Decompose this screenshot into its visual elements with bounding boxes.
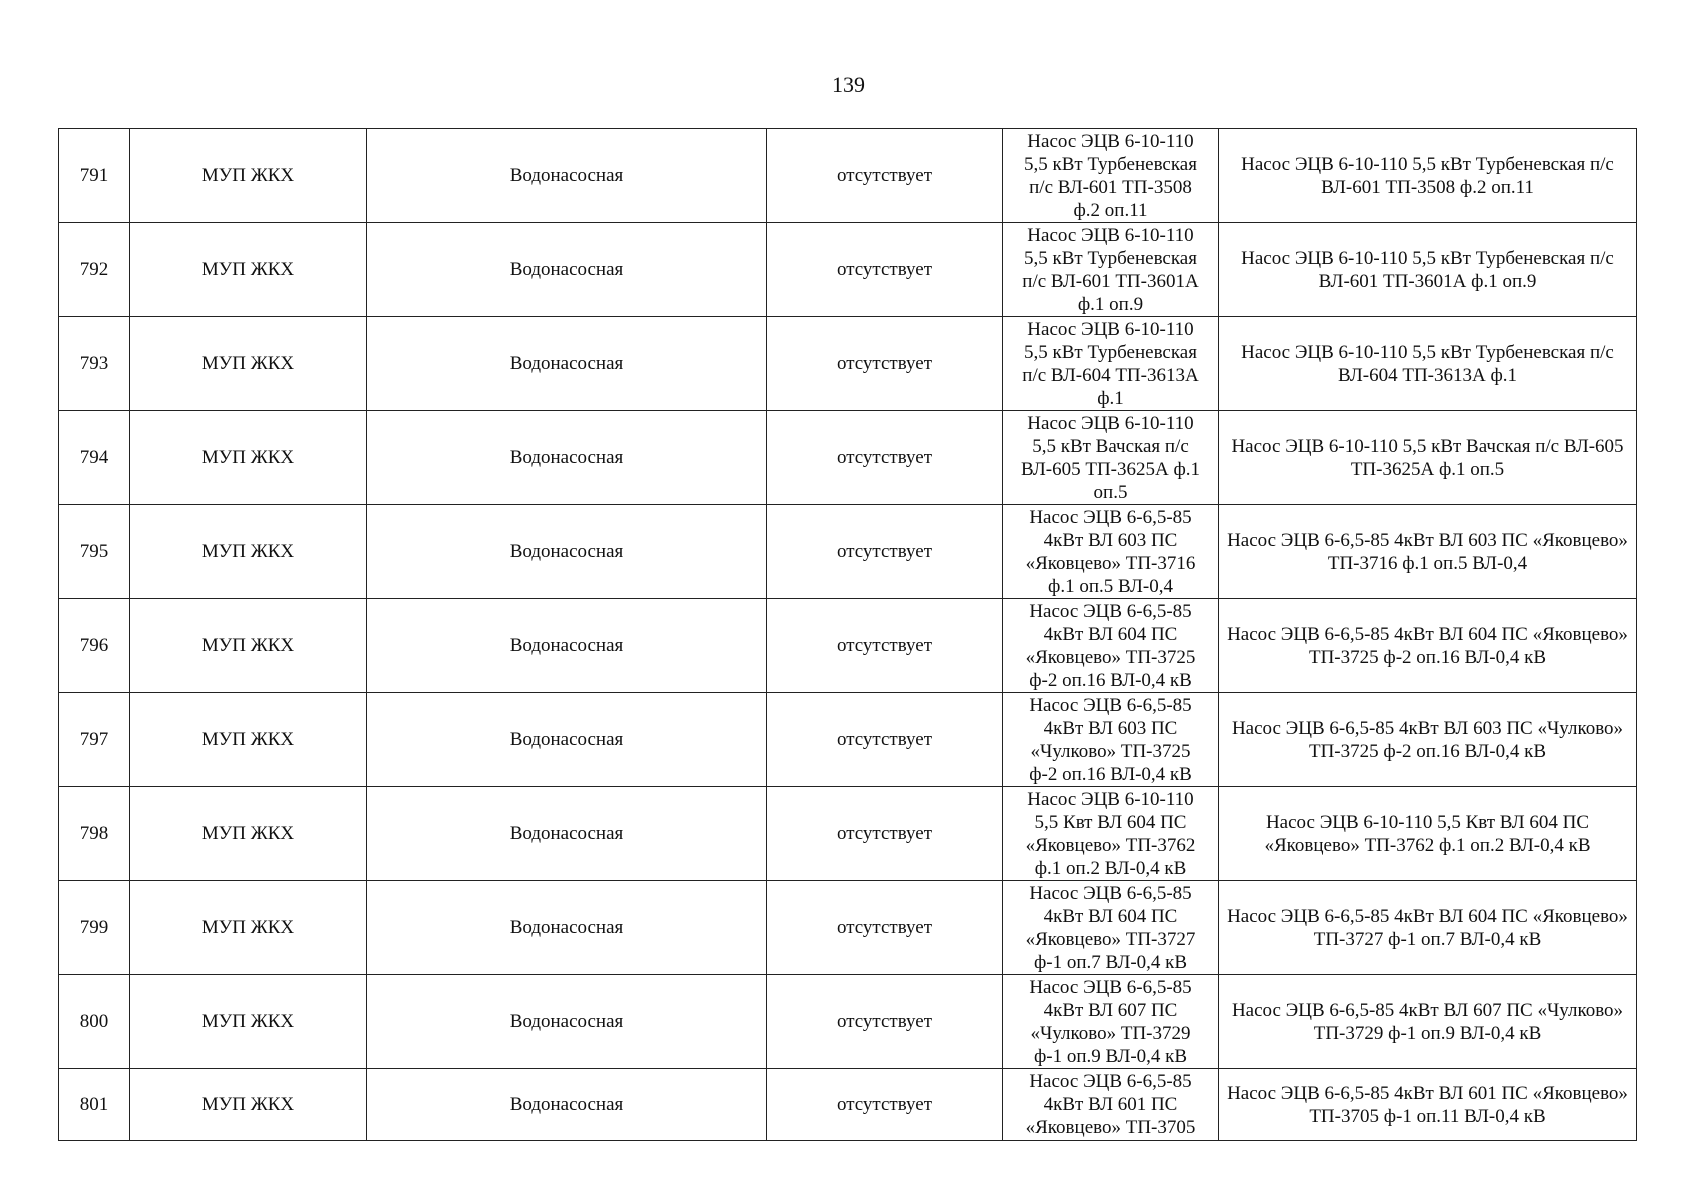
- status-cell: отсутствует: [767, 693, 1003, 787]
- object-cell: Водонасосная: [367, 129, 767, 223]
- status-cell: отсутствует: [767, 787, 1003, 881]
- description-line: 5,5 кВт Турбеневская: [1024, 247, 1197, 269]
- description-line: Насос ЭЦВ 6-10-110: [1027, 412, 1194, 434]
- equipment-full-cell: Насос ЭЦВ 6-6,5-85 4кВт ВЛ 604 ПС «Яковцево» ТП-3727 ф-1 оп.7 ВЛ-0,4 кВ: [1219, 881, 1637, 975]
- object-cell: Водонасосная: [367, 599, 767, 693]
- object-cell: Водонасосная: [367, 975, 767, 1069]
- description-line: ф-1 оп.7 ВЛ-0,4 кВ: [1033, 951, 1188, 973]
- description-line: п/с ВЛ-604 ТП-3613А: [1022, 364, 1199, 386]
- description-line: ф.2 оп.11: [1073, 199, 1148, 221]
- organization-cell: МУП ЖКХ: [130, 599, 367, 693]
- status-cell: отсутствует: [767, 975, 1003, 1069]
- description-line: Насос ЭЦВ 6-6,5-85: [1029, 694, 1192, 716]
- description-line: ф.1 оп.2 ВЛ-0,4 кВ: [1034, 857, 1187, 879]
- description-line: Насос ЭЦВ 6-10-110: [1027, 788, 1194, 810]
- table-row: [59, 317, 1637, 411]
- organization-cell: МУП ЖКХ: [130, 505, 367, 599]
- organization-cell: МУП ЖКХ: [130, 223, 367, 317]
- equipment-full-cell: Насос ЭЦВ 6-10-110 5,5 кВт Вачская п/с ВЛ-605 ТП-3625А ф.1 оп.5: [1219, 411, 1637, 505]
- equipment-full-cell: Насос ЭЦВ 6-10-110 5,5 кВт Турбеневская п/с ВЛ-601 ТП-3508 ф.2 оп.11: [1219, 129, 1637, 223]
- equipment-description-cell: [1003, 975, 1219, 1069]
- equipment-description-cell: [1003, 317, 1219, 411]
- description-line: Насос ЭЦВ 6-6,5-85: [1029, 976, 1192, 998]
- description-line: ф.1: [1097, 387, 1124, 409]
- equipment-full-cell: Насос ЭЦВ 6-10-110 5,5 Квт ВЛ 604 ПС «Яковцево» ТП-3762 ф.1 оп.2 ВЛ-0,4 кВ: [1219, 787, 1637, 881]
- status-cell: отсутствует: [767, 599, 1003, 693]
- equipment-full-cell: Насос ЭЦВ 6-6,5-85 4кВт ВЛ 604 ПС «Яковцево» ТП-3725 ф-2 оп.16 ВЛ-0,4 кВ: [1219, 599, 1637, 693]
- status-cell: отсутствует: [767, 223, 1003, 317]
- table-row: [59, 129, 1637, 223]
- table-row: [59, 693, 1637, 787]
- description-line: 5,5 кВт Вачская п/с: [1032, 435, 1189, 457]
- status-cell: отсутствует: [767, 129, 1003, 223]
- status-cell: отсутствует: [767, 1069, 1003, 1141]
- object-cell: Водонасосная: [367, 317, 767, 411]
- description-line: 4кВт ВЛ 604 ПС: [1043, 623, 1178, 645]
- row-number-cell: 801: [59, 1069, 130, 1141]
- description-line: 5,5 Квт ВЛ 604 ПС: [1034, 811, 1187, 833]
- row-number-cell: 797: [59, 693, 130, 787]
- table-row: [59, 787, 1637, 881]
- description-line: оп.5: [1093, 481, 1128, 503]
- object-cell: Водонасосная: [367, 505, 767, 599]
- description-line: Насос ЭЦВ 6-10-110: [1027, 224, 1194, 246]
- equipment-full-cell: Насос ЭЦВ 6-6,5-85 4кВт ВЛ 601 ПС «Яковцево» ТП-3705 ф-1 оп.11 ВЛ-0,4 кВ: [1219, 1069, 1637, 1141]
- description-line: «Яковцево» ТП-3727: [1025, 928, 1196, 950]
- description-line: 4кВт ВЛ 601 ПС: [1043, 1094, 1178, 1115]
- equipment-description-cell: [1003, 411, 1219, 505]
- table-body: [59, 129, 1637, 1141]
- row-number-cell: 795: [59, 505, 130, 599]
- equipment-description-cell: [1003, 787, 1219, 881]
- description-line: ф.1 оп.5 ВЛ-0,4: [1048, 575, 1173, 597]
- table-row: [59, 881, 1637, 975]
- row-number-cell: 794: [59, 411, 130, 505]
- object-cell: Водонасосная: [367, 693, 767, 787]
- object-cell: Водонасосная: [367, 223, 767, 317]
- organization-cell: МУП ЖКХ: [130, 881, 367, 975]
- description-line: ф.1 оп.9: [1077, 293, 1144, 315]
- row-number-cell: 799: [59, 881, 130, 975]
- description-line: «Яковцево» ТП-3762: [1025, 834, 1196, 856]
- organization-cell: МУП ЖКХ: [130, 1069, 367, 1141]
- row-number-cell: 800: [59, 975, 130, 1069]
- objects-table: [58, 128, 1637, 1141]
- description-line: 4кВт ВЛ 607 ПС: [1043, 999, 1178, 1021]
- description-line: Насос ЭЦВ 6-10-110: [1027, 130, 1194, 152]
- object-cell: Водонасосная: [367, 787, 767, 881]
- description-line: п/с ВЛ-601 ТП-3508: [1029, 176, 1192, 198]
- row-number-cell: 798: [59, 787, 130, 881]
- organization-cell: МУП ЖКХ: [130, 975, 367, 1069]
- description-line: «Яковцево» ТП-3725: [1025, 646, 1196, 668]
- status-cell: отсутствует: [767, 881, 1003, 975]
- page-number: 139: [832, 72, 865, 97]
- description-line: 5,5 кВт Турбеневская: [1024, 341, 1197, 363]
- equipment-description-cell: [1003, 505, 1219, 599]
- object-cell: Водонасосная: [367, 881, 767, 975]
- equipment-full-cell: Насос ЭЦВ 6-6,5-85 4кВт ВЛ 603 ПС «Яковцево» ТП-3716 ф.1 оп.5 ВЛ-0,4: [1219, 505, 1637, 599]
- description-line: п/с ВЛ-601 ТП-3601А: [1022, 270, 1199, 292]
- description-line: 4кВт ВЛ 604 ПС: [1043, 905, 1178, 927]
- equipment-full-cell: Насос ЭЦВ 6-10-110 5,5 кВт Турбеневская п/с ВЛ-601 ТП-3601А ф.1 оп.9: [1219, 223, 1637, 317]
- description-line: ф-2 оп.16 ВЛ-0,4 кВ: [1029, 763, 1192, 785]
- row-number-cell: 793: [59, 317, 130, 411]
- object-cell: Водонасосная: [367, 1069, 767, 1141]
- organization-cell: МУП ЖКХ: [130, 787, 367, 881]
- status-cell: отсутствует: [767, 411, 1003, 505]
- organization-cell: МУП ЖКХ: [130, 129, 367, 223]
- table-row: [59, 599, 1637, 693]
- equipment-full-cell: Насос ЭЦВ 6-6,5-85 4кВт ВЛ 603 ПС «Чулково» ТП-3725 ф-2 оп.16 ВЛ-0,4 кВ: [1219, 693, 1637, 787]
- organization-cell: МУП ЖКХ: [130, 693, 367, 787]
- description-line: 4кВт ВЛ 603 ПС: [1043, 529, 1178, 551]
- equipment-description-cell: [1003, 599, 1219, 693]
- table-row: [59, 411, 1637, 505]
- equipment-description-cell: [1003, 693, 1219, 787]
- description-line: ф-2 оп.16 ВЛ-0,4 кВ: [1029, 669, 1192, 691]
- row-number-cell: 791: [59, 129, 130, 223]
- status-cell: отсутствует: [767, 505, 1003, 599]
- equipment-description-cell: [1003, 129, 1219, 223]
- description-line: Насос ЭЦВ 6-6,5-85: [1029, 506, 1192, 528]
- description-line: Насос ЭЦВ 6-10-110: [1027, 318, 1194, 340]
- equipment-full-cell: Насос ЭЦВ 6-6,5-85 4кВт ВЛ 607 ПС «Чулково» ТП-3729 ф-1 оп.9 ВЛ-0,4 кВ: [1219, 975, 1637, 1069]
- description-line: ф-1 оп.9 ВЛ-0,4 кВ: [1033, 1045, 1188, 1067]
- description-line: «Чулково» ТП-3729: [1030, 1022, 1191, 1044]
- object-cell: Водонасосная: [367, 411, 767, 505]
- description-line: Насос ЭЦВ 6-6,5-85: [1029, 882, 1192, 904]
- equipment-description-cell: [1003, 223, 1219, 317]
- description-line: «Яковцево» ТП-3705: [1025, 1117, 1196, 1138]
- row-number-cell: 792: [59, 223, 130, 317]
- table-row: [59, 975, 1637, 1069]
- table-row: [59, 505, 1637, 599]
- description-line: 4кВт ВЛ 603 ПС: [1043, 717, 1178, 739]
- row-number-cell: 796: [59, 599, 130, 693]
- description-line: Насос ЭЦВ 6-6,5-85: [1029, 1071, 1192, 1092]
- description-line: Насос ЭЦВ 6-6,5-85: [1029, 600, 1192, 622]
- table-row: [59, 223, 1637, 317]
- equipment-full-cell: Насос ЭЦВ 6-10-110 5,5 кВт Турбеневская п/с ВЛ-604 ТП-3613А ф.1: [1219, 317, 1637, 411]
- description-line: «Чулково» ТП-3725: [1030, 740, 1191, 762]
- description-line: 5,5 кВт Турбеневская: [1024, 153, 1197, 175]
- organization-cell: МУП ЖКХ: [130, 411, 367, 505]
- equipment-description-cell: [1003, 881, 1219, 975]
- description-line: «Яковцево» ТП-3716: [1025, 552, 1196, 574]
- status-cell: отсутствует: [767, 317, 1003, 411]
- organization-cell: МУП ЖКХ: [130, 317, 367, 411]
- table-row: [59, 1069, 1637, 1141]
- description-line: ВЛ-605 ТП-3625А ф.1: [1020, 458, 1201, 480]
- equipment-description-cell: [1003, 1069, 1219, 1141]
